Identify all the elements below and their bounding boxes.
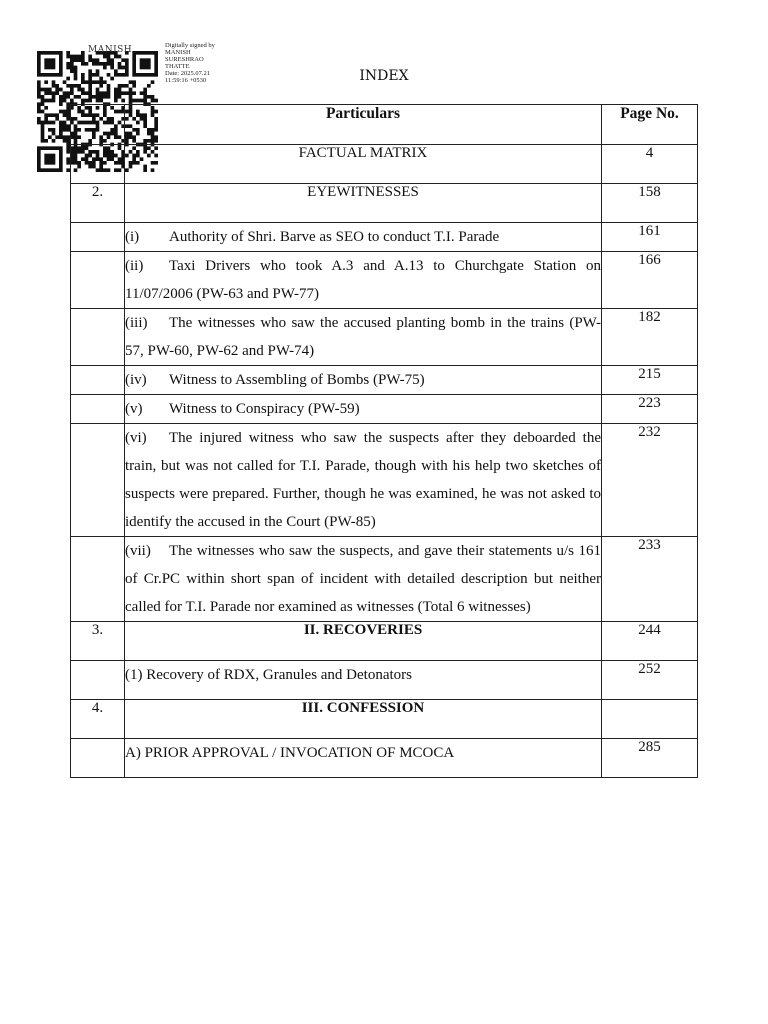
signature-overlay-name: MANISH — [88, 45, 133, 55]
table-row — [71, 223, 698, 252]
item-text: The witnesses who saw the suspects, and gave their statements u/s 161 of Cr.PC within short span of incident with detailed description but neither called for T.I. Parade nor examined as witnesses (Total 6 witnesses) — [125, 543, 601, 615]
row-number: 3. — [71, 622, 125, 661]
row-number — [71, 424, 125, 537]
page-title: INDEX — [359, 68, 409, 84]
row-number — [71, 739, 125, 778]
row-page: 215 — [602, 366, 698, 395]
item-text: The witnesses who saw the accused planting bomb in the trains (PW-57, PW-60, PW-62 and PW-74) — [125, 315, 601, 359]
item-text: The injured witness who saw the suspects after they deboarded the train, but was not called for T.I. Parade, though with his help two sketches of suspects were prepared. Further, though he was examined, he was not asked to identify the accused in the Court (PW-85) — [125, 430, 601, 530]
signature-line: THATTE — [165, 63, 190, 70]
row-particulars: EYEWITNESSES — [125, 184, 602, 223]
row-page: 4 — [602, 145, 698, 184]
row-particulars — [125, 223, 602, 252]
header-particulars: Particulars — [125, 105, 602, 145]
table-row — [71, 661, 698, 700]
table-row — [71, 424, 698, 537]
item-label: (vii) — [125, 543, 151, 559]
row-page: 232 — [602, 424, 698, 537]
row-particulars — [125, 366, 602, 395]
header-number — [71, 105, 125, 145]
row-page: 233 — [602, 537, 698, 622]
table-row — [71, 145, 698, 184]
row-number — [71, 223, 125, 252]
row-page: 223 — [602, 395, 698, 424]
row-number — [71, 309, 125, 366]
qr-finder-pattern — [37, 146, 63, 172]
row-page — [602, 700, 698, 739]
item-label: (vi) — [125, 430, 147, 446]
item-label: (iii) — [125, 315, 148, 331]
table-row — [71, 252, 698, 309]
signature-line: SURESHRAO — [165, 56, 204, 63]
row-particulars — [125, 395, 602, 424]
row-particulars — [125, 252, 602, 309]
signature-line: Date: 2025.07.21 — [165, 70, 210, 77]
item-label: (i) — [125, 229, 140, 245]
row-page: 244 — [602, 622, 698, 661]
row-particulars — [125, 309, 602, 366]
item-label: (v) — [125, 401, 143, 417]
item-text: Witness to Conspiracy (PW-59) — [169, 401, 360, 417]
row-page: 158 — [602, 184, 698, 223]
table-header-row — [71, 105, 698, 145]
row-page: 182 — [602, 309, 698, 366]
row-particulars: A) PRIOR APPROVAL / INVOCATION OF MCOCA — [125, 739, 602, 778]
row-particulars — [125, 537, 602, 622]
row-particulars: (1) Recovery of RDX, Granules and Detonators — [125, 661, 602, 700]
row-page: 252 — [602, 661, 698, 700]
row-number — [71, 252, 125, 309]
signature-line: MANISH — [165, 49, 191, 56]
item-label: (ii) — [125, 258, 144, 274]
table-row — [71, 395, 698, 424]
row-number — [71, 366, 125, 395]
item-label: (iv) — [125, 372, 147, 388]
row-number: 2. — [71, 184, 125, 223]
row-number — [71, 661, 125, 700]
row-page: 285 — [602, 739, 698, 778]
item-text: Authority of Shri. Barve as SEO to conduct T.I. Parade — [169, 229, 500, 245]
row-page: 166 — [602, 252, 698, 309]
table-row — [71, 739, 698, 778]
row-number — [71, 395, 125, 424]
row-particulars — [125, 424, 602, 537]
signature-line: Digitally signed by — [165, 42, 215, 49]
row-particulars: III. CONFESSION — [125, 700, 602, 739]
table-row — [71, 537, 698, 622]
row-page: 161 — [602, 223, 698, 252]
table-row — [71, 309, 698, 366]
row-particulars: II. RECOVERIES — [125, 622, 602, 661]
header-page-no: Page No. — [602, 105, 698, 145]
item-text: Taxi Drivers who took A.3 and A.13 to Churchgate Station on 11/07/2006 (PW-63 and PW-77) — [125, 258, 601, 302]
row-number — [71, 537, 125, 622]
item-text: Witness to Assembling of Bombs (PW-75) — [169, 372, 425, 388]
row-particulars: FACTUAL MATRIX — [125, 145, 602, 184]
table-row — [71, 700, 698, 739]
row-number: 4. — [71, 700, 125, 739]
table-row — [71, 184, 698, 223]
table-row — [71, 366, 698, 395]
row-number — [71, 145, 125, 184]
table-row — [71, 622, 698, 661]
signature-line: 11:59:16 +0530 — [165, 77, 207, 84]
index-table — [70, 104, 698, 778]
